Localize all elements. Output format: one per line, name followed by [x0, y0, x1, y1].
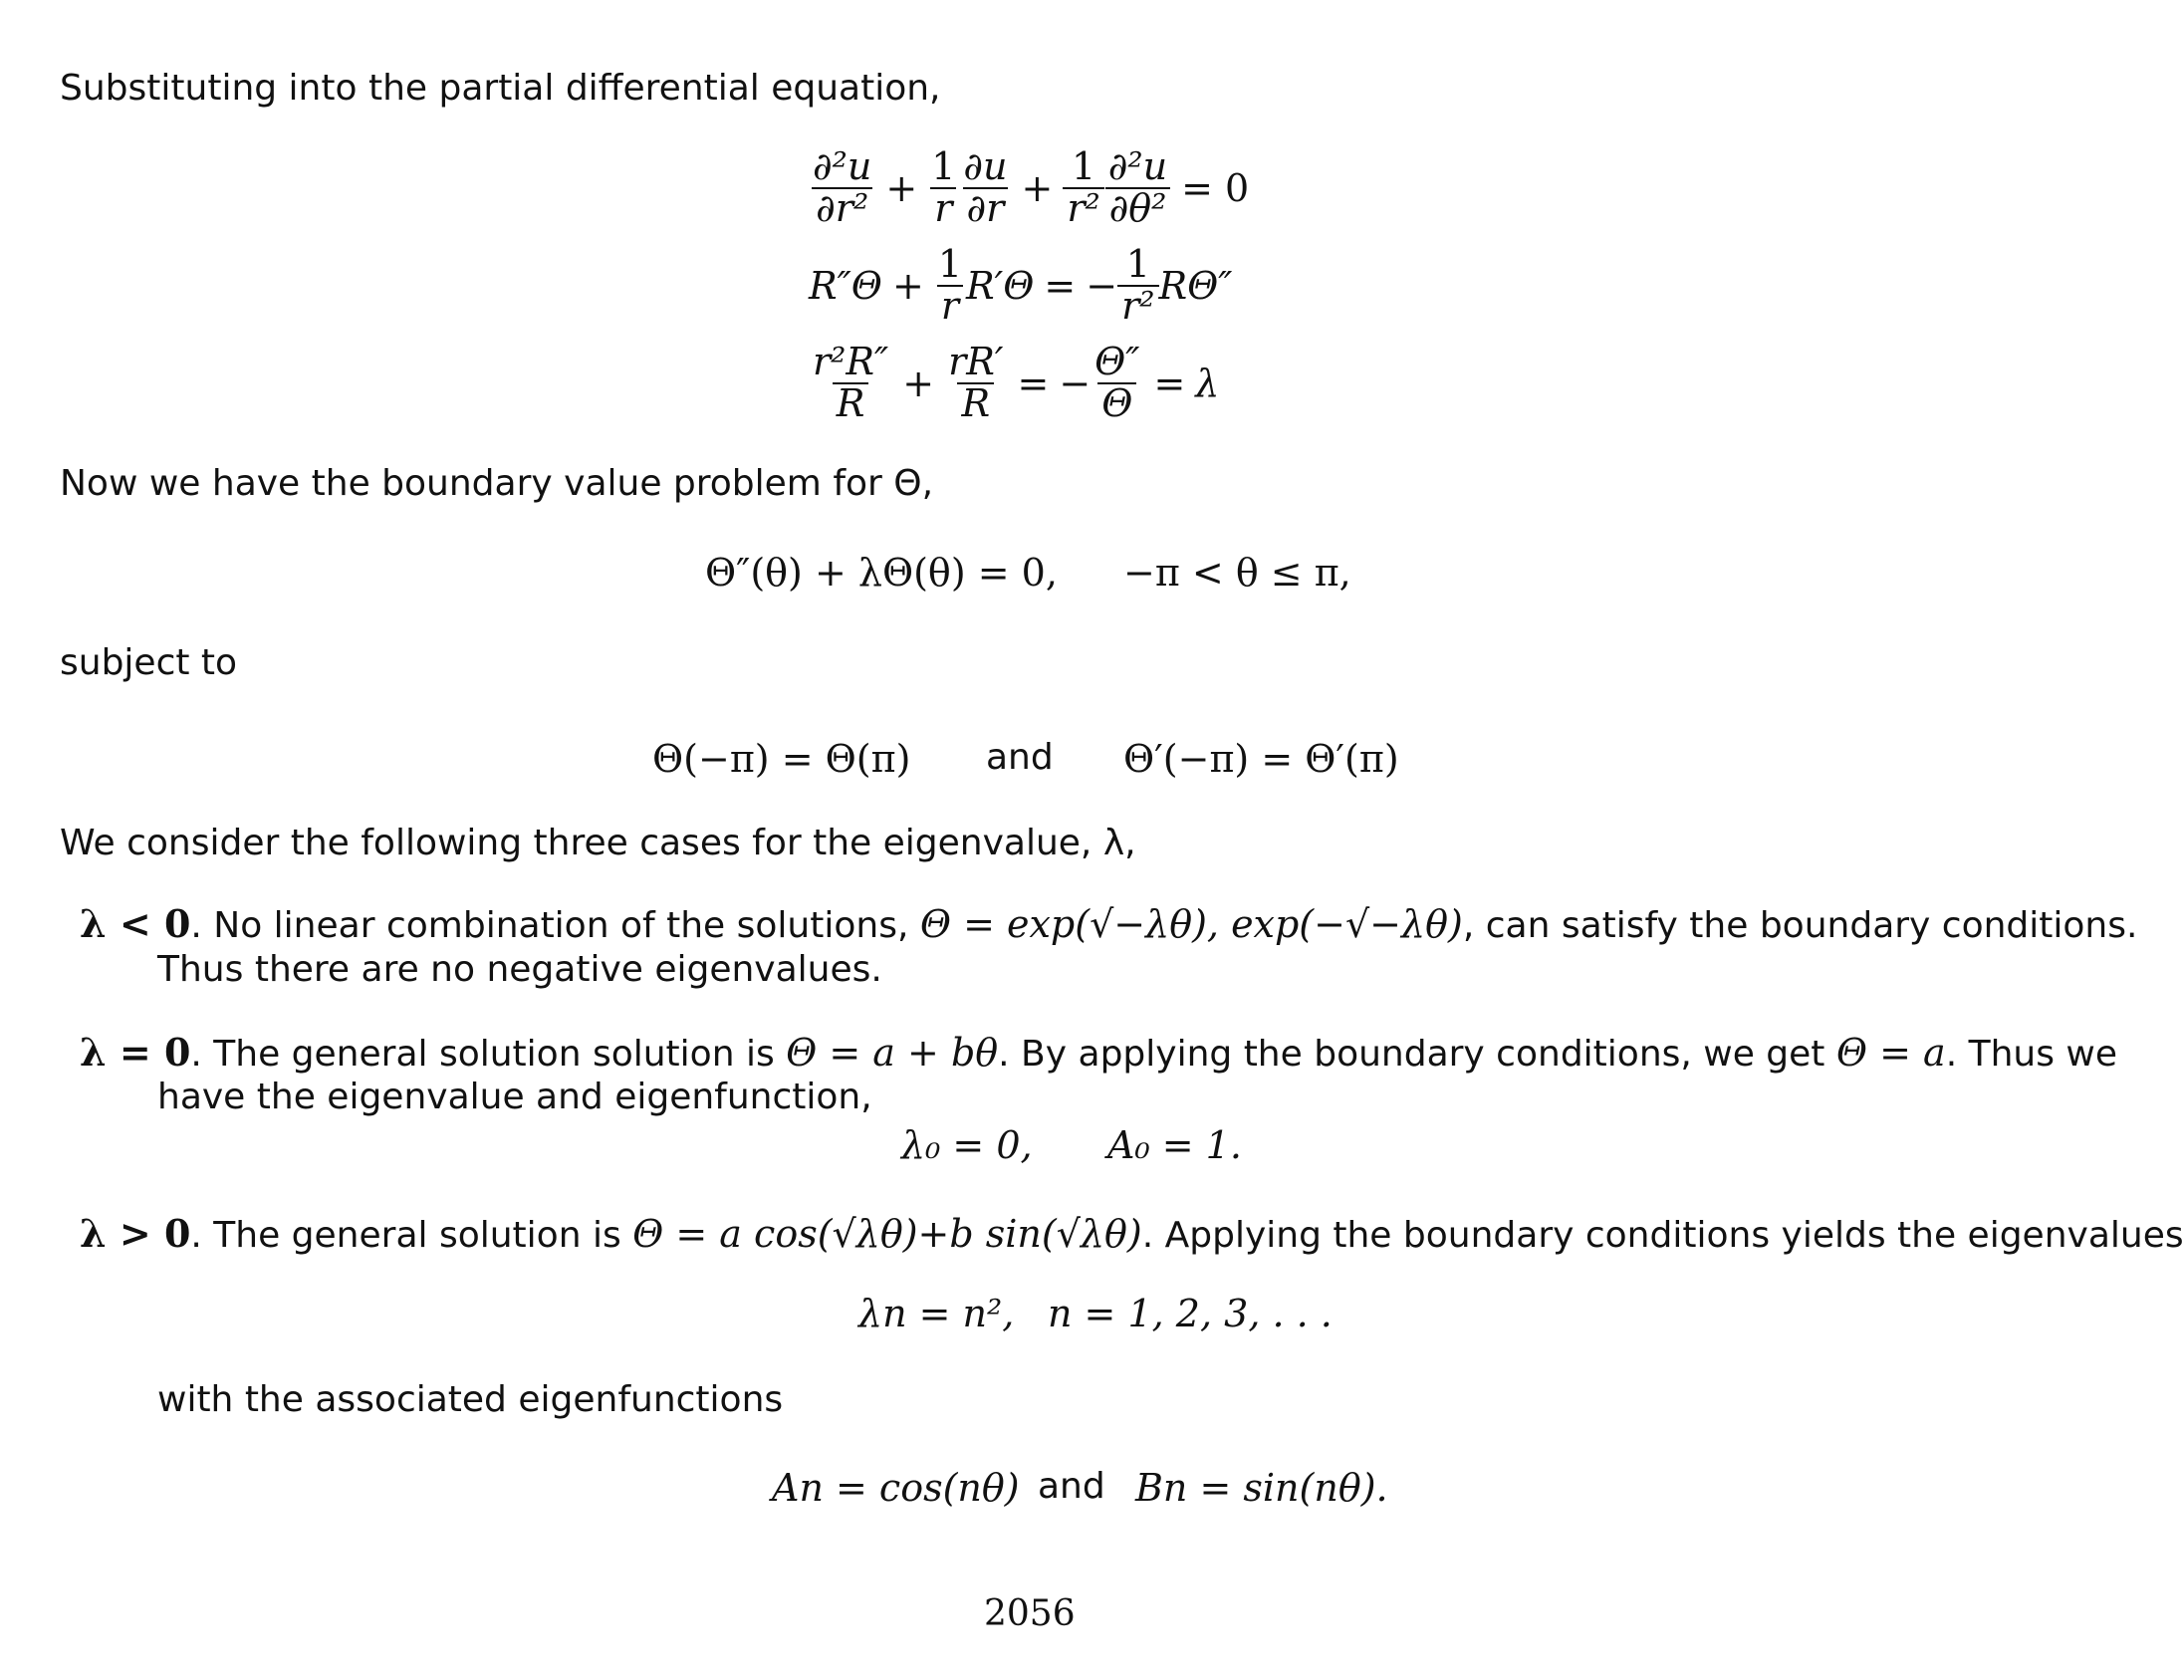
- eq-line-1: $\frac{\text{∂²u}}{\text{∂r²}}$ + $\frac{1}{r}$ $\frac{\partial u}{\partial r}$ + $\frac{1}{\text{r²}}$ $\frac{\text{∂²u}}{\text{∂θ²}}$ = 0: [813, 144, 1250, 230]
- eq-line-3: $\frac{\text{r²R″}}{R}$ + $\frac{rR'}{R}$ = − $\frac{\Theta''}{\Theta}$ = λ: [813, 340, 1220, 425]
- eigenfunction-cos: An = cos(nθ): [772, 1466, 1020, 1510]
- and-connector-2: and: [1038, 1466, 1105, 1507]
- paragraph-cases: We consider the following three cases for the eigenvalue, λ,: [60, 823, 1136, 863]
- case-negative-math: Θ = exp(√−λθ), exp(−√−λθ): [919, 902, 1463, 946]
- case-zero-text-c: . Thus we: [1945, 1034, 2117, 1075]
- eq-line-2: R″Θ + $\frac{1}{r}$ R′Θ = − $\frac{1}{\text{r²}}$ RΘ″: [809, 242, 1233, 328]
- case-zero-text-b: . By applying the boundary conditions, we get: [998, 1034, 1836, 1075]
- case-zero-text-a: . The general solution solution is: [190, 1034, 787, 1075]
- case-positive-index: n = 1, 2, 3, . . .: [1048, 1292, 1333, 1335]
- paragraph-subject-to: subject to: [60, 642, 238, 683]
- case-zero-math-b: Θ = a: [1835, 1031, 1946, 1075]
- boundary-condition-2: Θ′(−π) = Θ′(π): [1123, 737, 1399, 781]
- case-positive: [80, 1211, 2184, 1256]
- case-positive-text-b: . Applying the boundary conditions yields the eigenvalues: [1141, 1215, 2184, 1256]
- case-zero: [80, 1030, 2117, 1075]
- page-number: 2056: [984, 1593, 1076, 1634]
- case-zero-eigenfunction: A₀ = 1.: [1107, 1123, 1242, 1167]
- eigenfunction-sin: Bn = sin(nθ).: [1135, 1466, 1388, 1510]
- boundary-condition-1: Θ(−π) = Θ(π): [652, 737, 911, 781]
- case-positive-line3: with the associated eigenfunctions: [157, 1379, 784, 1420]
- bvp-equation: Θ″(θ) + λΘ(θ) = 0,: [705, 551, 1058, 595]
- case-negative-text-b: , can satisfy the boundary conditions.: [1462, 905, 2138, 946]
- case-positive-eigenvalues: λn = n²,: [858, 1292, 1015, 1335]
- bvp-domain: −π < θ ≤ π,: [1123, 551, 1351, 595]
- paragraph-intro: Substituting into the partial differential equation,: [60, 68, 941, 109]
- case-negative-text-a: . No linear combination of the solutions,: [190, 905, 920, 946]
- case-negative-heading: λ < 0: [80, 901, 191, 946]
- case-positive-text-a: . The general solution is: [190, 1215, 633, 1256]
- and-connector: and: [986, 737, 1054, 778]
- case-positive-heading: λ > 0: [80, 1211, 191, 1256]
- case-zero-eigenvalue: λ₀ = 0,: [901, 1123, 1033, 1167]
- case-zero-line2: have the eigenvalue and eigenfunction,: [157, 1077, 872, 1117]
- case-negative-line2: Thus there are no negative eigenvalues.: [157, 949, 882, 990]
- paragraph-bvp: Now we have the boundary value problem for Θ,: [60, 463, 934, 504]
- case-positive-math: Θ = a cos(√λθ)+b sin(√λθ): [632, 1212, 1142, 1256]
- case-zero-math-a: Θ = a + bθ: [786, 1031, 999, 1075]
- case-zero-heading: λ = 0: [80, 1030, 191, 1075]
- case-negative: [80, 901, 2137, 946]
